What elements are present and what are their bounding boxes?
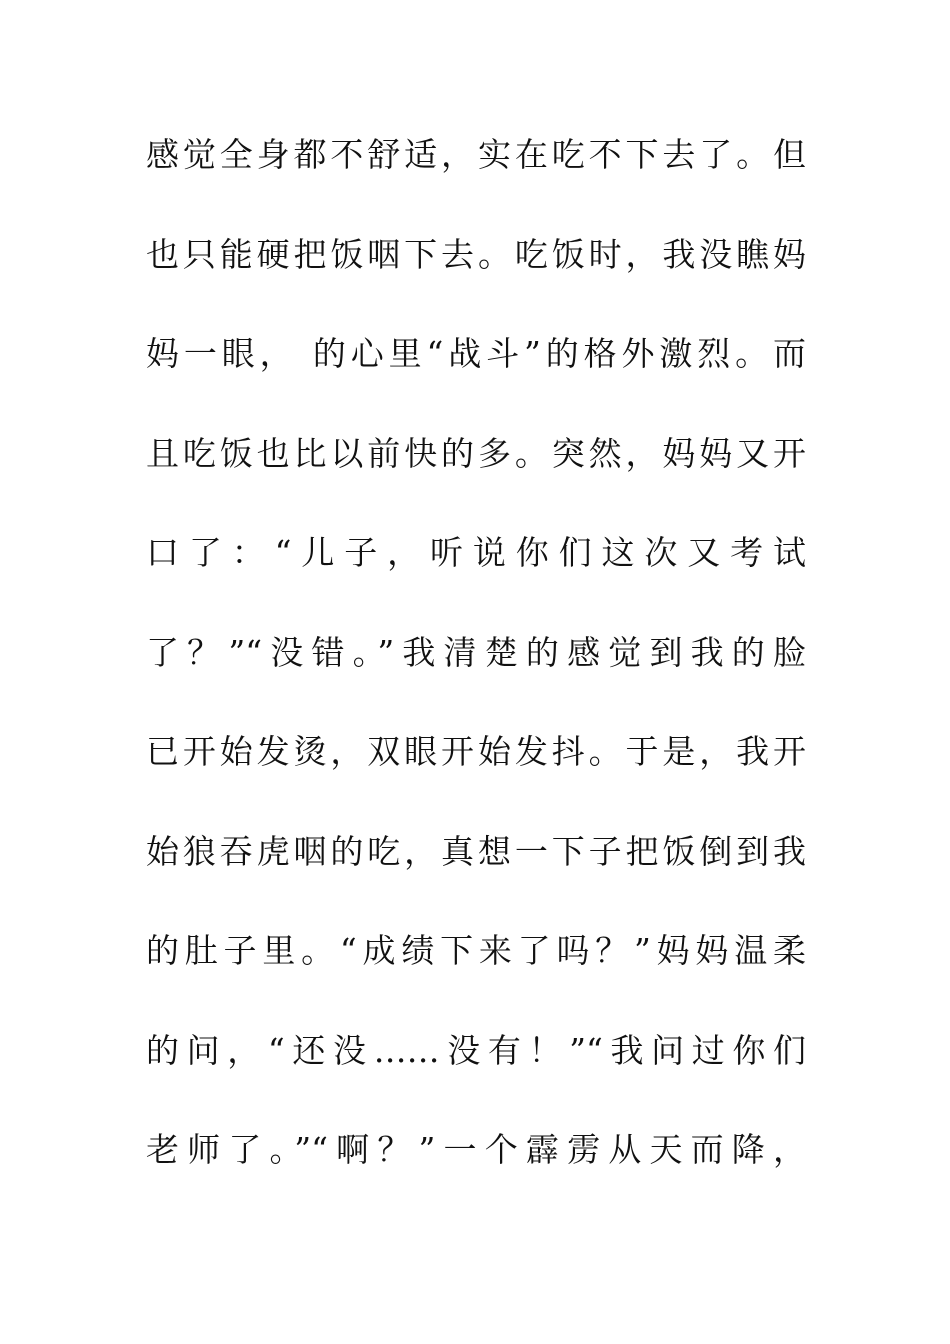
text-line-4: 且吃饭也比以前快的多。突然，妈妈又开 [146, 433, 806, 473]
text-line-10: 的问，“还没……没有！”“我问过你们 [146, 1030, 806, 1070]
text-line-8: 始狼吞虎咽的吃，真想一下子把饭倒到我 [146, 831, 806, 871]
text-line-11: 老师了。”“啊？”一个霹雳从天而降， [146, 1130, 806, 1169]
text-line-9: 的肚子里。“成绩下来了吗？”妈妈温柔 [146, 931, 806, 970]
text-line-1: 感觉全身都不舒适，实在吃不下去了。但 [146, 135, 806, 174]
text-line-7: 已开始发烫，双眼开始发抖。于是，我开 [146, 732, 806, 771]
text-line-3: 妈一眼， 的心里“战斗”的格外激烈。而 [146, 334, 806, 373]
text-line-6: 了？”“没错。”我清楚的感觉到我的脸 [146, 632, 806, 672]
body-text [146, 125, 806, 1220]
text-line-2: 也只能硬把饭咽下去。吃饭时，我没瞧妈 [146, 234, 806, 274]
text-line-5: 口了：“儿子，听说你们这次又考试 [146, 533, 806, 572]
